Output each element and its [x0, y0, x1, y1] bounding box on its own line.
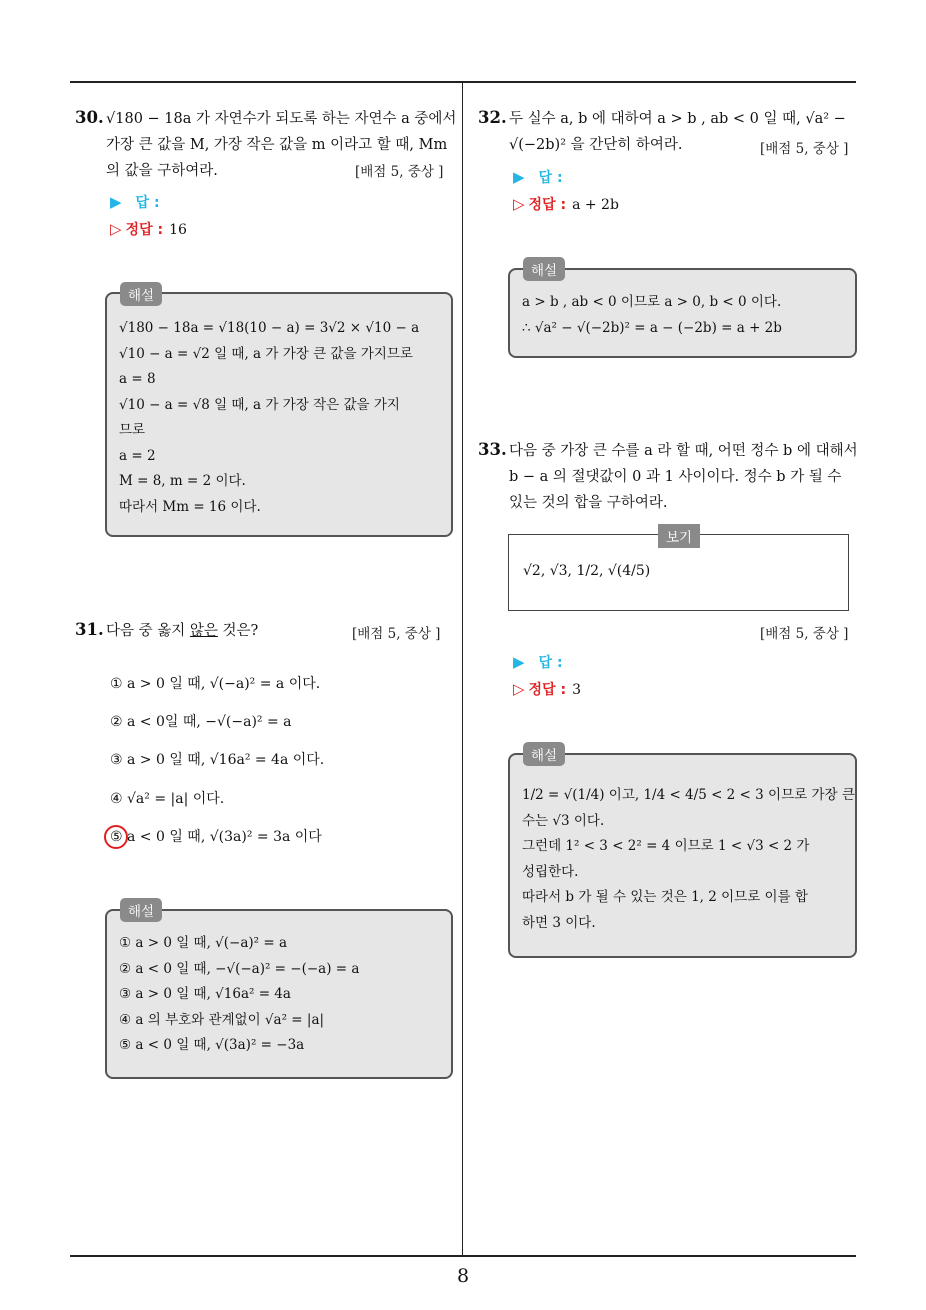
q33-solution-text [522, 783, 855, 936]
q31-number: 31. [75, 620, 104, 639]
q32-line-2: √(−2b)² 을 간단히 하여라. [509, 137, 683, 153]
q30-sol-line: a = 2 [119, 447, 156, 464]
top-rule [70, 81, 856, 83]
q31-title [106, 618, 258, 644]
q33-text [509, 438, 861, 516]
correct-arrow-icon: ▷ [110, 220, 122, 238]
q30-line-1: √180 − 18a 가 자연수가 되도록 하는 자연수 a 중에서 [106, 111, 457, 127]
correct-arrow-icon: ▷ [513, 680, 525, 698]
q33-sol-line: 하면 3 이다. [522, 914, 596, 931]
q33-sol-line: 수는 √3 이다. [522, 812, 605, 829]
q33-solution-tab: 해설 [523, 742, 565, 766]
page-number: 8 [456, 1265, 470, 1287]
q32-line-1: 두 실수 a, b 에 대하여 a > b , ab < 0 일 때, √a² − [509, 111, 846, 127]
q33-line-2: b − a 의 절댓값이 0 과 1 사이이다. 정수 b 가 될 수 [509, 469, 842, 485]
q31-title-pre: 다음 중 옳지 [106, 623, 190, 639]
q31-sol-line: ① a > 0 일 때, √(−a)² = a [119, 935, 288, 951]
selected-circle-icon [104, 825, 128, 849]
q32-correct [513, 193, 619, 215]
q30-sol-line: √10 − a = √2 일 때, a 가 가장 큰 값을 가지므로 [119, 345, 413, 362]
q31-sol-line: ② a < 0 일 때, −√(−a)² = −(−a) = a [119, 960, 360, 977]
q30-correct [110, 218, 187, 240]
q33-sol-line: 그런데 1² < 3 < 2² = 4 이므로 1 < √3 < 2 가 [522, 838, 810, 854]
q33-sol-line: 따라서 b 가 될 수 있는 것은 1, 2 이므로 이를 합 [522, 889, 808, 905]
correct-arrow-icon: ▷ [513, 195, 525, 213]
q30-sol-line: √180 − 18a = √18(10 − a) = 3√2 × √10 − a [119, 320, 420, 336]
q33-meta: [배점 5, 중상 ] [760, 626, 849, 642]
answer-arrow-icon: ▶ [513, 653, 525, 671]
correct-value: 16 [169, 222, 187, 238]
q32-sol-line: ∴ √a² − √(−2b)² = a − (−2b) = a + 2b [522, 319, 782, 336]
q33-sol-line: 1/2 = √(1/4) 이고, 1/4 < 4/5 < 2 < 3 이므로 가장 큰 [522, 787, 855, 803]
correct-label: 정답 : [528, 197, 567, 213]
bottom-rule [70, 1255, 856, 1257]
q31-title-underlined: 않은 [189, 623, 218, 639]
answer-arrow-icon: ▶ [110, 193, 122, 211]
q32-solution-text [522, 290, 782, 341]
q31-choice-5[interactable]: ⑤ a < 0 일 때, √(3a)² = 3a 이다 [110, 829, 322, 845]
q31-title-post: 것은? [217, 623, 259, 639]
correct-label: 정답 : [125, 222, 164, 238]
q32-number: 32. [478, 108, 507, 127]
q32-meta: [배점 5, 중상 ] [760, 141, 849, 157]
q30-line-2: 가장 큰 값을 M, 가장 작은 값을 m 이라고 할 때, Mm [106, 137, 448, 153]
correct-label: 정답 : [528, 682, 567, 698]
q31-choice-4[interactable]: ④ √a² = |a| 이다. [110, 791, 225, 807]
q31-solution-box [105, 909, 453, 1079]
q32-sol-line: a > b , ab < 0 이므로 a > 0, b < 0 이다. [522, 294, 782, 310]
q30-meta: [배점 5, 중상 ] [355, 164, 444, 180]
q33-bogi-content: √2, √3, 1/2, √(4/5) [523, 563, 651, 579]
correct-value: 3 [572, 682, 581, 698]
q33-line-3: 있는 것의 합을 구하여라. [509, 495, 668, 511]
q31-choice-3[interactable]: ③ a > 0 일 때, √16a² = 4a 이다. [110, 752, 325, 768]
answer-arrow-icon: ▶ [513, 168, 525, 186]
q30-solution-tab: 해설 [120, 282, 162, 306]
q32-solution-box [508, 268, 857, 358]
q33-answer [513, 651, 563, 673]
q30-solution-box [105, 292, 453, 537]
q31-sol-line: ⑤ a < 0 일 때, √(3a)² = −3a [119, 1037, 305, 1053]
q30-sol-line: 므로 [119, 422, 146, 438]
q30-line-3: 의 값을 구하여라. [106, 163, 218, 179]
q30-sol-line: 따라서 Mm = 16 이다. [119, 498, 261, 515]
q33-number: 33. [478, 440, 507, 459]
q31-solution-tab: 해설 [120, 898, 162, 922]
q31-sol-line: ④ a 의 부호와 관계없이 √a² = |a| [119, 1011, 325, 1028]
q33-solution-box [508, 753, 857, 958]
q31-choice-2[interactable]: ② a < 0일 때, −√(−a)² = a [110, 714, 292, 730]
q31-solution-text [119, 931, 359, 1059]
q30-sol-line: M = 8, m = 2 이다. [119, 473, 246, 489]
q30-answer [110, 191, 160, 213]
answer-label: 답 : [135, 195, 160, 211]
answer-label: 답 : [538, 170, 563, 186]
answer-label: 답 : [538, 655, 563, 671]
q31-sol-line: ③ a > 0 일 때, √16a² = 4a [119, 986, 291, 1002]
q31-choice-1[interactable]: ① a > 0 일 때, √(−a)² = a 이다. [110, 676, 321, 692]
correct-value: a + 2b [572, 197, 619, 213]
q30-sol-line: a = 8 [119, 371, 156, 387]
q30-solution-text [119, 316, 419, 520]
q30-sol-line: √10 − a = √8 일 때, a 가 가장 작은 값을 가지 [119, 396, 400, 413]
q33-correct [513, 678, 581, 700]
q33-bogi-tab: 보기 [658, 524, 700, 548]
q33-sol-line: 성립한다. [522, 863, 579, 880]
q33-line-1: 다음 중 가장 큰 수를 a 라 할 때, 어떤 정수 b 에 대해서 [509, 443, 858, 459]
q31-meta: [배점 5, 중상 ] [352, 626, 441, 642]
q30-number: 30. [75, 108, 104, 127]
q32-answer [513, 166, 563, 188]
column-divider [462, 82, 463, 1256]
q32-solution-tab: 해설 [523, 257, 565, 281]
